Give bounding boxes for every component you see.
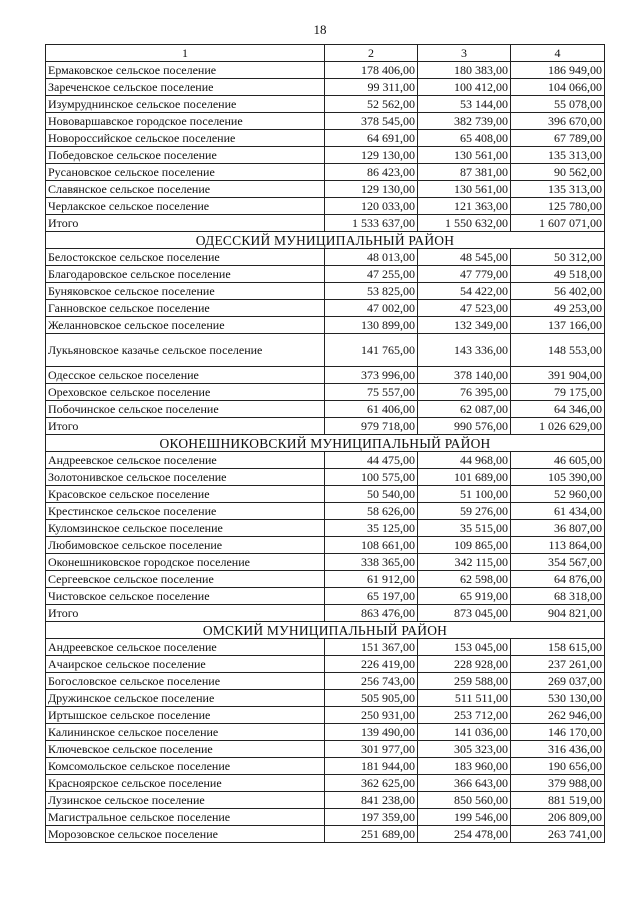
settlement-name: Магистральное сельское поселение (46, 809, 325, 826)
value-col-3: 253 712,00 (418, 707, 511, 724)
settlement-name: Богословское сельское поселение (46, 673, 325, 690)
value-col-2: 52 562,00 (325, 96, 418, 113)
value-col-2: 863 476,00 (325, 605, 418, 622)
settlement-name: Крестинское сельское поселение (46, 503, 325, 520)
settlement-name: Куломзинское сельское поселение (46, 520, 325, 537)
settlement-name: Зареченское сельское поселение (46, 79, 325, 96)
value-col-3: 130 561,00 (418, 181, 511, 198)
value-col-4: 391 904,00 (511, 367, 605, 384)
value-col-2: 99 311,00 (325, 79, 418, 96)
value-col-3: 76 395,00 (418, 384, 511, 401)
value-col-2: 378 545,00 (325, 113, 418, 130)
table-row (46, 164, 605, 181)
settlement-name: Ореховское сельское поселение (46, 384, 325, 401)
header-col-2: 2 (325, 45, 418, 62)
settlement-name: Любимовское сельское поселение (46, 537, 325, 554)
table-row (46, 537, 605, 554)
value-col-2: 48 013,00 (325, 249, 418, 266)
value-col-2: 65 197,00 (325, 588, 418, 605)
value-col-4: 125 780,00 (511, 198, 605, 215)
value-col-2: 129 130,00 (325, 147, 418, 164)
value-col-3: 199 546,00 (418, 809, 511, 826)
value-col-3: 153 045,00 (418, 639, 511, 656)
value-col-2: 151 367,00 (325, 639, 418, 656)
value-col-2: 44 475,00 (325, 452, 418, 469)
value-col-3: 130 561,00 (418, 147, 511, 164)
table-row (46, 113, 605, 130)
value-col-4: 904 821,00 (511, 605, 605, 622)
value-col-2: 64 691,00 (325, 130, 418, 147)
section-title: ОДЕССКИЙ МУНИЦИПАЛЬНЫЙ РАЙОН (46, 232, 605, 249)
value-col-2: 979 718,00 (325, 418, 418, 435)
table-row (46, 588, 605, 605)
table-row (46, 826, 605, 843)
value-col-4: 46 605,00 (511, 452, 605, 469)
budget-table (45, 44, 605, 843)
value-col-3: 183 960,00 (418, 758, 511, 775)
value-col-3: 132 349,00 (418, 317, 511, 334)
settlement-name: Морозовское сельское поселение (46, 826, 325, 843)
table-body (46, 62, 605, 843)
table-row (46, 758, 605, 775)
value-col-4: 49 518,00 (511, 266, 605, 283)
value-col-4: 530 130,00 (511, 690, 605, 707)
value-col-3: 121 363,00 (418, 198, 511, 215)
value-col-2: 61 912,00 (325, 571, 418, 588)
settlement-name: Новороссийское сельское поселение (46, 130, 325, 147)
value-col-3: 305 323,00 (418, 741, 511, 758)
value-col-3: 366 643,00 (418, 775, 511, 792)
table-row (46, 334, 605, 367)
settlement-name: Желанновское сельское поселение (46, 317, 325, 334)
table-row (46, 656, 605, 673)
value-col-4: 68 318,00 (511, 588, 605, 605)
value-col-2: 139 490,00 (325, 724, 418, 741)
settlement-name: Лузинское сельское поселение (46, 792, 325, 809)
settlement-name: Чистовское сельское поселение (46, 588, 325, 605)
settlement-name: Андреевское сельское поселение (46, 452, 325, 469)
value-col-2: 53 825,00 (325, 283, 418, 300)
value-col-3: 382 739,00 (418, 113, 511, 130)
settlement-name: Изумруднинское сельское поселение (46, 96, 325, 113)
table-row (46, 300, 605, 317)
page-number: 18 (313, 22, 327, 37)
value-col-4: 135 313,00 (511, 181, 605, 198)
value-col-2: 130 899,00 (325, 317, 418, 334)
table-row (46, 181, 605, 198)
value-col-2: 178 406,00 (325, 62, 418, 79)
total-label: Итого (46, 418, 325, 435)
value-col-2: 50 540,00 (325, 486, 418, 503)
value-col-2: 75 557,00 (325, 384, 418, 401)
value-col-3: 259 588,00 (418, 673, 511, 690)
value-col-4: 64 876,00 (511, 571, 605, 588)
settlement-name: Дружинское сельское поселение (46, 690, 325, 707)
value-col-2: 256 743,00 (325, 673, 418, 690)
value-col-4: 61 434,00 (511, 503, 605, 520)
table-row (46, 62, 605, 79)
settlement-name: Сергеевское сельское поселение (46, 571, 325, 588)
value-col-3: 378 140,00 (418, 367, 511, 384)
table-row (46, 809, 605, 826)
value-col-3: 51 100,00 (418, 486, 511, 503)
value-col-2: 251 689,00 (325, 826, 418, 843)
value-col-2: 373 996,00 (325, 367, 418, 384)
table-row (46, 130, 605, 147)
value-col-4: 55 078,00 (511, 96, 605, 113)
settlement-name: Красноярское сельское поселение (46, 775, 325, 792)
value-col-4: 148 553,00 (511, 334, 605, 367)
value-col-2: 226 419,00 (325, 656, 418, 673)
settlement-name: Благодаровское сельское поселение (46, 266, 325, 283)
value-col-4: 146 170,00 (511, 724, 605, 741)
value-col-3: 47 779,00 (418, 266, 511, 283)
value-col-4: 263 741,00 (511, 826, 605, 843)
header-col-4: 4 (511, 45, 605, 62)
value-col-4: 90 562,00 (511, 164, 605, 181)
settlement-name: Калининское сельское поселение (46, 724, 325, 741)
value-col-4: 1 026 629,00 (511, 418, 605, 435)
table-row (46, 775, 605, 792)
total-row (46, 418, 605, 435)
header-row (46, 45, 605, 62)
value-col-3: 53 144,00 (418, 96, 511, 113)
table-row (46, 724, 605, 741)
value-col-4: 158 615,00 (511, 639, 605, 656)
value-col-3: 65 919,00 (418, 588, 511, 605)
value-col-3: 850 560,00 (418, 792, 511, 809)
value-col-2: 301 977,00 (325, 741, 418, 758)
total-row (46, 215, 605, 232)
value-col-2: 35 125,00 (325, 520, 418, 537)
value-col-2: 129 130,00 (325, 181, 418, 198)
settlement-name: Одесское сельское поселение (46, 367, 325, 384)
value-col-4: 237 261,00 (511, 656, 605, 673)
value-col-4: 105 390,00 (511, 469, 605, 486)
value-col-4: 379 988,00 (511, 775, 605, 792)
total-label: Итого (46, 215, 325, 232)
value-col-4: 56 402,00 (511, 283, 605, 300)
value-col-4: 50 312,00 (511, 249, 605, 266)
value-col-3: 228 928,00 (418, 656, 511, 673)
value-col-4: 206 809,00 (511, 809, 605, 826)
table-row (46, 317, 605, 334)
value-col-3: 511 511,00 (418, 690, 511, 707)
settlement-name: Победовское сельское поселение (46, 147, 325, 164)
value-col-2: 86 423,00 (325, 164, 418, 181)
value-col-2: 505 905,00 (325, 690, 418, 707)
value-col-4: 64 346,00 (511, 401, 605, 418)
value-col-2: 120 033,00 (325, 198, 418, 215)
section-title: ОМСКИЙ МУНИЦИПАЛЬНЫЙ РАЙОН (46, 622, 605, 639)
value-col-3: 180 383,00 (418, 62, 511, 79)
settlement-name: Черлакское сельское поселение (46, 198, 325, 215)
table-row (46, 690, 605, 707)
value-col-4: 186 949,00 (511, 62, 605, 79)
value-col-3: 141 036,00 (418, 724, 511, 741)
settlement-name: Оконешниковское городское поселение (46, 554, 325, 571)
settlement-name: Ключевское сельское поселение (46, 741, 325, 758)
value-col-3: 873 045,00 (418, 605, 511, 622)
settlement-name: Русановское сельское поселение (46, 164, 325, 181)
table-row (46, 452, 605, 469)
value-col-3: 101 689,00 (418, 469, 511, 486)
table-row (46, 469, 605, 486)
table-row (46, 554, 605, 571)
value-col-3: 59 276,00 (418, 503, 511, 520)
value-col-4: 881 519,00 (511, 792, 605, 809)
value-col-2: 100 575,00 (325, 469, 418, 486)
settlement-name: Белостокское сельское поселение (46, 249, 325, 266)
section-header-row (46, 435, 605, 452)
table-row (46, 96, 605, 113)
settlement-name: Буняковское сельское поселение (46, 283, 325, 300)
total-row (46, 605, 605, 622)
value-col-3: 254 478,00 (418, 826, 511, 843)
value-col-2: 197 359,00 (325, 809, 418, 826)
value-col-3: 990 576,00 (418, 418, 511, 435)
value-col-2: 61 406,00 (325, 401, 418, 418)
table-row (46, 198, 605, 215)
value-col-2: 47 255,00 (325, 266, 418, 283)
settlement-name: Славянское сельское поселение (46, 181, 325, 198)
settlement-name: Нововаршавское городское поселение (46, 113, 325, 130)
settlement-name: Ганновское сельское поселение (46, 300, 325, 317)
value-col-4: 1 607 071,00 (511, 215, 605, 232)
value-col-3: 47 523,00 (418, 300, 511, 317)
value-col-2: 250 931,00 (325, 707, 418, 724)
value-col-4: 104 066,00 (511, 79, 605, 96)
value-col-3: 48 545,00 (418, 249, 511, 266)
value-col-3: 87 381,00 (418, 164, 511, 181)
table-row (46, 367, 605, 384)
table-row (46, 639, 605, 656)
value-col-3: 143 336,00 (418, 334, 511, 367)
table-row (46, 249, 605, 266)
header-col-1: 1 (46, 45, 325, 62)
header-col-3: 3 (418, 45, 511, 62)
table-row (46, 520, 605, 537)
settlement-name: Побочинское сельское поселение (46, 401, 325, 418)
table-row (46, 486, 605, 503)
settlement-name: Ачаирское сельское поселение (46, 656, 325, 673)
value-col-4: 190 656,00 (511, 758, 605, 775)
value-col-2: 362 625,00 (325, 775, 418, 792)
value-col-2: 58 626,00 (325, 503, 418, 520)
table-row (46, 792, 605, 809)
table-row (46, 503, 605, 520)
table-row (46, 741, 605, 758)
value-col-4: 79 175,00 (511, 384, 605, 401)
value-col-4: 67 789,00 (511, 130, 605, 147)
value-col-2: 338 365,00 (325, 554, 418, 571)
value-col-3: 100 412,00 (418, 79, 511, 96)
settlement-name: Комсомольское сельское поселение (46, 758, 325, 775)
table-row (46, 79, 605, 96)
settlement-name: Ермаковское сельское поселение (46, 62, 325, 79)
section-title: ОКОНЕШНИКОВСКИЙ МУНИЦИПАЛЬНЫЙ РАЙОН (46, 435, 605, 452)
value-col-3: 35 515,00 (418, 520, 511, 537)
value-col-3: 44 968,00 (418, 452, 511, 469)
section-header-row (46, 232, 605, 249)
value-col-2: 141 765,00 (325, 334, 418, 367)
table-row (46, 571, 605, 588)
section-header-row (46, 622, 605, 639)
value-col-4: 262 946,00 (511, 707, 605, 724)
table-row (46, 266, 605, 283)
value-col-3: 62 598,00 (418, 571, 511, 588)
value-col-4: 49 253,00 (511, 300, 605, 317)
table-row (46, 283, 605, 300)
value-col-3: 109 865,00 (418, 537, 511, 554)
value-col-4: 354 567,00 (511, 554, 605, 571)
value-col-4: 269 037,00 (511, 673, 605, 690)
value-col-3: 65 408,00 (418, 130, 511, 147)
value-col-2: 1 533 637,00 (325, 215, 418, 232)
value-col-3: 62 087,00 (418, 401, 511, 418)
total-label: Итого (46, 605, 325, 622)
value-col-3: 54 422,00 (418, 283, 511, 300)
value-col-3: 342 115,00 (418, 554, 511, 571)
table-row (46, 384, 605, 401)
table-row (46, 401, 605, 418)
settlement-name: Золотонивское сельское поселение (46, 469, 325, 486)
value-col-2: 841 238,00 (325, 792, 418, 809)
table-row (46, 147, 605, 164)
table-row (46, 707, 605, 724)
settlement-name: Красовское сельское поселение (46, 486, 325, 503)
value-col-4: 52 960,00 (511, 486, 605, 503)
settlement-name: Андреевское сельское поселение (46, 639, 325, 656)
table-row (46, 673, 605, 690)
value-col-3: 1 550 632,00 (418, 215, 511, 232)
value-col-2: 108 661,00 (325, 537, 418, 554)
value-col-4: 135 313,00 (511, 147, 605, 164)
value-col-2: 181 944,00 (325, 758, 418, 775)
value-col-4: 113 864,00 (511, 537, 605, 554)
value-col-4: 316 436,00 (511, 741, 605, 758)
settlement-name: Иртышское сельское поселение (46, 707, 325, 724)
value-col-4: 36 807,00 (511, 520, 605, 537)
value-col-2: 47 002,00 (325, 300, 418, 317)
value-col-4: 396 670,00 (511, 113, 605, 130)
settlement-name: Лукьяновское казачье сельское поселение (46, 334, 325, 367)
value-col-4: 137 166,00 (511, 317, 605, 334)
